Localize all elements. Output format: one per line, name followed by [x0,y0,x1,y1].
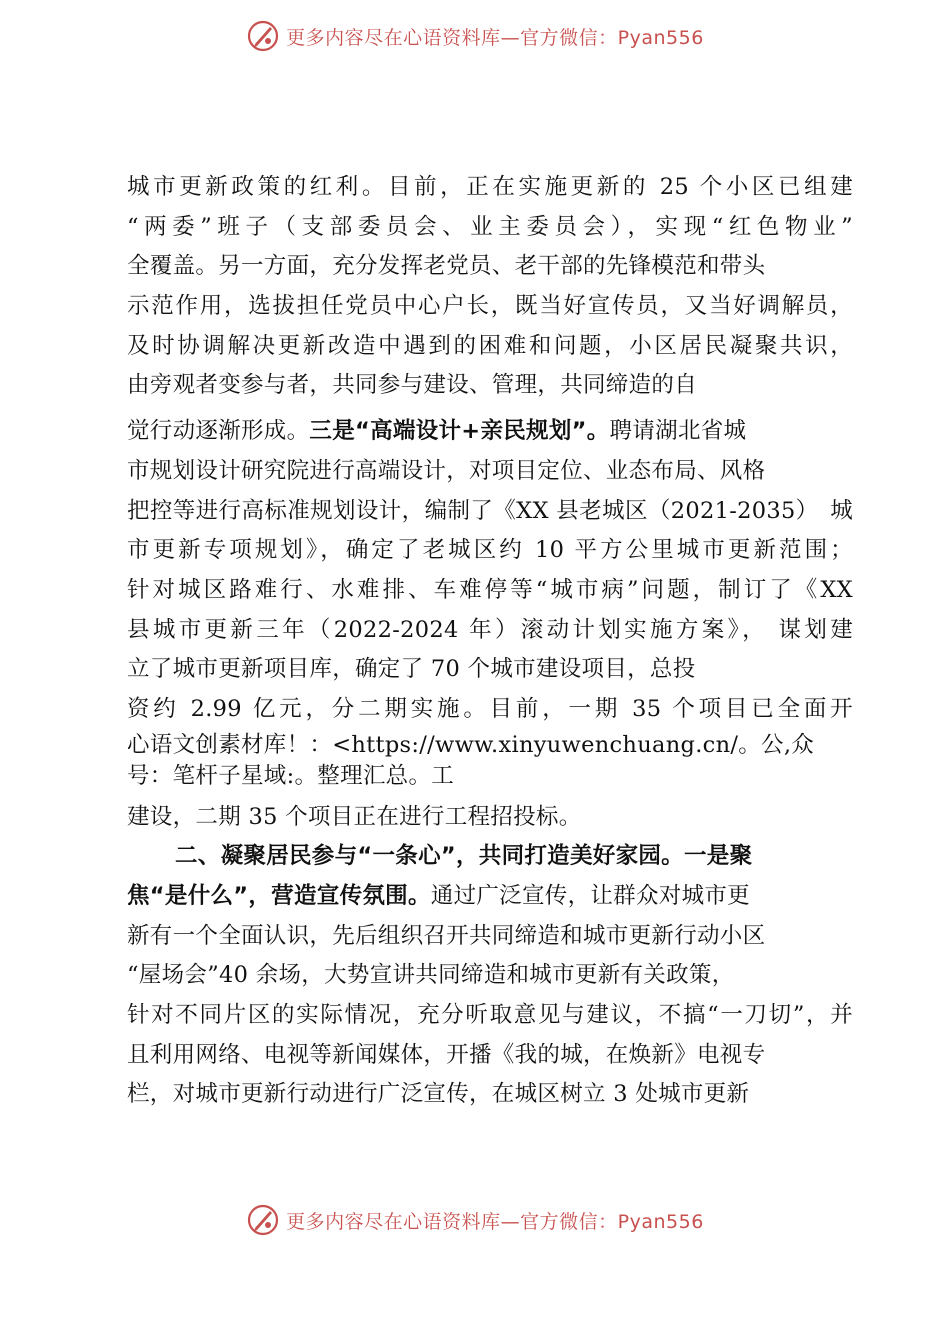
text-run: 聘请湖北省城 [609,418,747,445]
header-banner-text: 更多内容尽在心语资料库—官方微信：Pyan556 [286,26,704,49]
text-line: 市规划设计研究院进行高端设计，对项目定位、业态布局、风格 [127,457,766,484]
text-line: 针对不同片区的实际情况，充分听取意见与建议，不搞“一刀切”，并 [127,1002,853,1029]
text-line: 市更新专项规划》，确定了老城区约 10 平方公里城市更新范围； [127,537,853,564]
bold-heading-run: 焦“是什么”，营造宣传氛围。 [127,883,431,909]
section-heading-line: 二、凝聚居民参与“一条心”，共同打造美好家园。一是聚 [175,843,753,870]
text-line: 心语文创素材库！：<https://www.xinyuwenchuang.cn/。公,众 [127,731,815,758]
text-line: 针对城区路难行、水难排、车难停等“城市病”问题，制订了《XX [127,576,853,603]
footer-banner-text: 更多内容尽在心语资料库—官方微信：Pyan556 [286,1210,704,1233]
text-line: 资约 2.99 亿元，分二期实施。目前，一期 35 个项目已全面开 [127,695,853,722]
text-line: 栏，对城市更新行动进行广泛宣传，在城区树立 3 处城市更新 [127,1081,750,1108]
text-line: 县城市更新三年（2022-2024 年）滚动计划实施方案》， 谋划建 [127,616,853,643]
text-run: 觉行动逐渐形成。 [127,418,310,445]
text-line: 立了城市更新项目库，确定了 70 个城市建设项目，总投 [127,656,696,683]
document-body [127,168,853,1115]
text-line: 全覆盖。另一方面，充分发挥老党员、老干部的先锋模范和带头 [127,253,766,280]
text-line-mixed [127,877,853,917]
text-line-mixed [127,412,853,452]
text-line: 且利用网络、电视等新闻媒体，开播《我的城，在焕新》电视专 [127,1041,766,1068]
text-line: “两委”班子（支部委员会、业主委员会），实现“红色物业” [127,213,853,240]
text-line: 由旁观者变参与者，共同参与建设、管理，共同缔造的自 [127,372,698,399]
footer-banner [0,1198,950,1242]
text-line: 城市更新政策的红利。目前，正在实施更新的 25 个小区已组建 [127,174,853,200]
text-line: “屋场会”40 余场，大势宣讲共同缔造和城市更新有关政策， [127,962,735,989]
text-run: 通过广泛宣传，让群众对城市更 [430,883,750,909]
text-line: 示范作用，选拔担任党员中心户长，既当好宣传员，又当好调解员， [127,293,853,320]
footer-banner-inner [246,1203,704,1237]
text-line: 新有一个全面认识，先后组织召开共同缔造和城市更新行动小区 [127,922,766,949]
bold-heading-run: 三是“高端设计+亲民规划”。 [309,418,610,445]
header-banner [0,14,950,58]
text-line: 号：笔杆子星域:。整理汇总。工 [127,762,455,789]
quill-seal-icon [246,19,280,53]
text-line: 及时协调解决更新改造中遇到的困难和问题，小区居民凝聚共识， [127,332,853,359]
quill-seal-icon [246,1203,280,1237]
text-line: 建设，二期 35 个项目正在进行工程招投标。 [127,803,582,830]
header-banner-inner [246,19,704,53]
text-line: 把控等进行高标准规划设计，编制了《XX 县老城区（2021-2035） 城 [127,497,853,524]
